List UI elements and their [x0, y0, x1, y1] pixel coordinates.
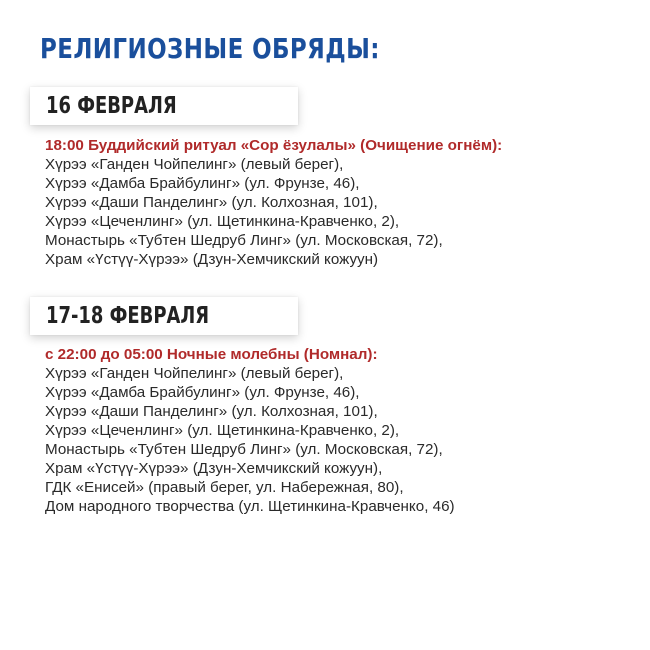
place-item: Хүрээ «Цеченлинг» (ул. Щетинкина-Кравченко, 2),	[45, 422, 400, 439]
place-item: ГДК «Енисей» (правый берег, ул. Набережная, 80),	[45, 479, 404, 496]
schedule-block-2	[45, 345, 455, 516]
place-item: Храм «Үстүү-Хүрээ» (Дзун-Хемчикский кожуун),	[45, 460, 383, 477]
place-item: Хүрээ «Даши Панделинг» (ул. Колхозная, 101),	[45, 403, 378, 420]
place-item: Монастырь «Тубтен Шедруб Линг» (ул. Московская, 72),	[45, 232, 443, 249]
page-title: РЕЛИГИОЗНЫЕ ОБРЯДЫ:	[40, 32, 380, 65]
place-item: Дом народного творчества (ул. Щетинкина-Кравченко, 46)	[45, 498, 455, 515]
ritual-heading: с 22:00 до 05:00 Ночные молебны (Номнал):	[45, 346, 378, 363]
place-item: Хүрээ «Цеченлинг» (ул. Щетинкина-Кравченко, 2),	[45, 213, 400, 230]
place-item: Хүрээ «Даши Панделинг» (ул. Колхозная, 101),	[45, 194, 378, 211]
date-tab-1	[30, 87, 298, 125]
place-item: Хүрээ «Дамба Брайбулинг» (ул. Фрунзе, 46),	[45, 175, 360, 192]
date-label: 16 ФЕВРАЛЯ	[46, 93, 177, 119]
place-item: Хүрээ «Ганден Чойпелинг» (левый берег),	[45, 156, 344, 173]
place-item: Храм «Үстүү-Хүрээ» (Дзун-Хемчикский кожуун)	[45, 251, 379, 268]
place-item: Хүрээ «Дамба Брайбулинг» (ул. Фрунзе, 46),	[45, 384, 360, 401]
date-label: 17-18 ФЕВРАЛЯ	[46, 303, 210, 329]
ritual-heading: 18:00 Буддийский ритуал «Сор ёзулалы» (Очищение огнём):	[45, 137, 503, 154]
schedule-block-1	[45, 136, 502, 269]
place-item: Монастырь «Тубтен Шедруб Линг» (ул. Московская, 72),	[45, 441, 443, 458]
place-item: Хүрээ «Ганден Чойпелинг» (левый берег),	[45, 365, 344, 382]
date-tab-2	[30, 297, 298, 335]
